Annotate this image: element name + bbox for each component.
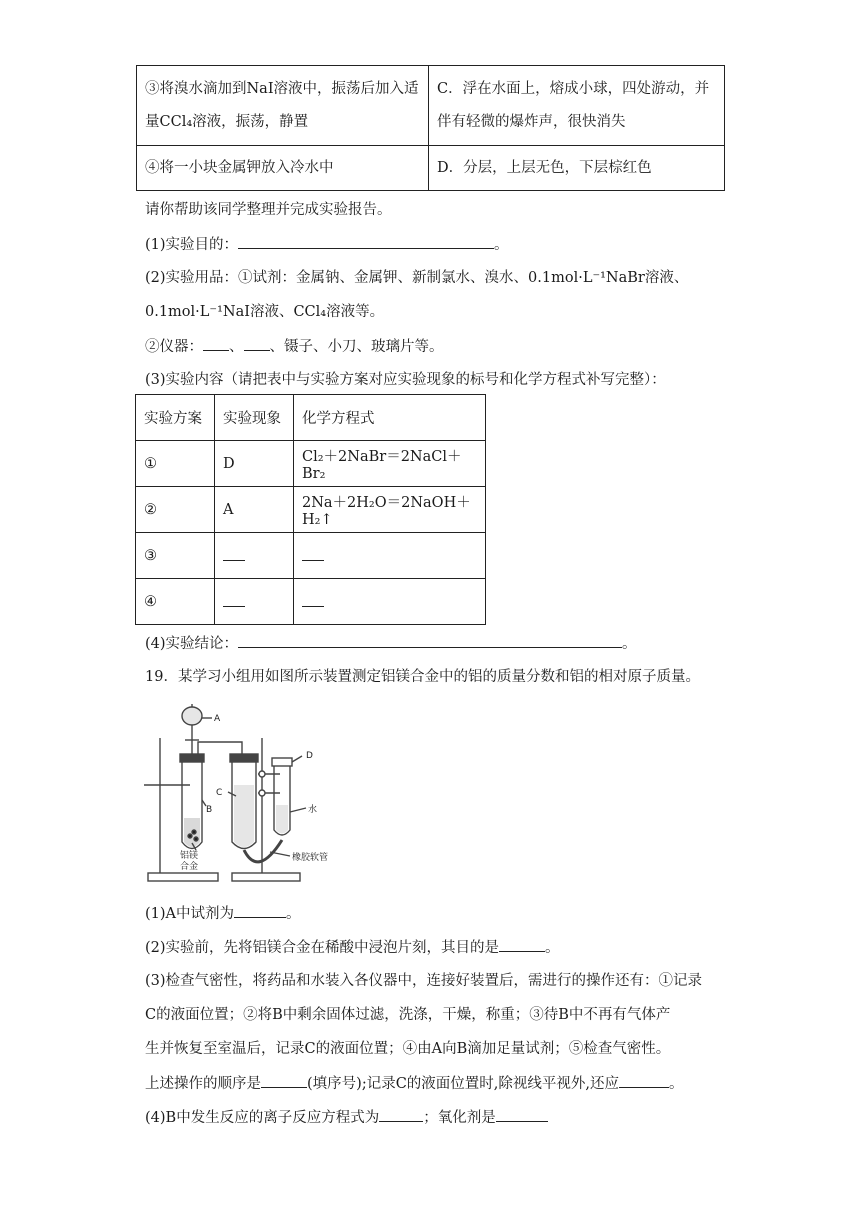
s3-text-a: 上述操作的顺序是 xyxy=(145,1076,261,1092)
sub-question-3-line-2: C的液面位置；②将B中剩余固体过滤，洗涤，干燥，称重；③待B中不再有气体产 xyxy=(145,1007,671,1023)
q4-label: (4)实验结论： xyxy=(145,636,239,652)
answer-blank xyxy=(223,592,245,607)
table-cell: A xyxy=(215,487,294,533)
s3-end: 。 xyxy=(669,1076,684,1092)
label-a: A xyxy=(214,714,221,724)
experiment-report-table xyxy=(135,394,486,625)
answer-blank xyxy=(244,336,270,351)
s2-end: 。 xyxy=(545,940,560,956)
sub-question-1 xyxy=(145,903,301,924)
table-cell xyxy=(215,579,294,625)
table-cell: ① xyxy=(136,441,215,487)
s1-text: (1)A中试剂为 xyxy=(145,906,235,922)
question-2-line-2: 0.1mol·L⁻¹NaI溶液、CCl₄溶液等。 xyxy=(145,304,385,320)
answer-blank xyxy=(619,1073,669,1088)
sub-question-3-line-1: (3)检查气密性，将药品和水装入各仪器中，连接好装置后，需进行的操作还有：①记录 xyxy=(145,973,703,989)
table-row xyxy=(136,441,486,487)
label-water: 水 xyxy=(308,805,318,815)
table-cell: ③ xyxy=(136,533,215,579)
answer-blank xyxy=(238,633,622,648)
table-cell: ② xyxy=(136,487,215,533)
sub-question-3-line-3: 生并恢复至室温后，记录C的液面位置；④由A向B滴加足量试剂；⑤检查气密性。 xyxy=(145,1041,671,1057)
label-alloy-1: 铝镁 xyxy=(180,851,199,861)
answer-blank xyxy=(302,592,324,607)
table-header: 实验现象 xyxy=(215,395,294,441)
label-d: D xyxy=(306,751,313,761)
question-3: (3)实验内容（请把表中与实验方案对应实验现象的标号和化学方程式补写完整）： xyxy=(145,372,666,388)
table-row xyxy=(136,487,486,533)
table-cell xyxy=(294,579,486,625)
table-cell: D．分层，上层无色，下层棕红色 xyxy=(429,146,725,191)
label-c: C xyxy=(216,788,223,798)
table-cell: ③将溴水滴加到NaI溶液中，振荡后加入适量CCl₄溶液，振荡，静置 xyxy=(137,66,429,146)
label-alloy-2: 合金 xyxy=(180,862,199,872)
s3-text-b: (填序号);记录C的液面位置时,除视线平视外,还应 xyxy=(307,1076,620,1092)
table-row xyxy=(137,146,725,191)
intro-text: 请你帮助该同学整理并完成实验报告。 xyxy=(145,202,392,218)
answer-blank xyxy=(223,546,245,561)
table-row xyxy=(136,533,486,579)
q1-label: (1)实验目的： xyxy=(145,237,239,253)
question-1 xyxy=(145,234,509,255)
table-row xyxy=(136,579,486,625)
answer-blank xyxy=(379,1107,423,1122)
problem-19: 19．某学习小组用如图所示装置测定铝镁合金中的铝的质量分数和铝的相对原子质量。 xyxy=(145,669,700,685)
question-4 xyxy=(145,633,637,654)
answer-blank xyxy=(496,1107,548,1122)
table-cell: C．浮在水面上，熔成小球，四处游动，并伴有轻微的爆炸声，很快消失 xyxy=(429,66,725,146)
table-row xyxy=(137,66,725,146)
table-cell xyxy=(215,533,294,579)
table-cell: ④ xyxy=(136,579,215,625)
answer-blank xyxy=(302,546,324,561)
answer-blank xyxy=(234,903,286,918)
table-cell: 2Na＋2H₂O＝2NaOH＋H₂↑ xyxy=(294,487,486,533)
table-header: 化学方程式 xyxy=(294,395,486,441)
q2-inst-rest: 、镊子、小刀、玻璃片等。 xyxy=(269,339,444,355)
s4-text-a: (4)B中发生反应的离子反应方程式为 xyxy=(145,1110,380,1126)
question-2-instruments xyxy=(145,336,444,357)
answer-blank xyxy=(499,937,545,952)
q1-end: 。 xyxy=(494,237,509,253)
table-cell: ④将一小块金属钾放入冷水中 xyxy=(137,146,429,191)
table-header: 实验方案 xyxy=(136,395,215,441)
s4-text-b: ；氧化剂是 xyxy=(423,1110,496,1126)
s2-text: (2)实验前，先将铝镁合金在稀酸中浸泡片刻，其目的是 xyxy=(145,940,500,956)
s1-end: 。 xyxy=(286,906,301,922)
sub-question-2 xyxy=(145,937,560,958)
q2-inst-sep: 、 xyxy=(229,339,244,355)
table-cell xyxy=(294,533,486,579)
table-cell: Cl₂＋2NaBr＝2NaCl＋Br₂ xyxy=(294,441,486,487)
answer-blank xyxy=(261,1073,307,1088)
sub-question-3-line-4 xyxy=(145,1073,684,1094)
label-b: B xyxy=(206,805,213,815)
apparatus-diagram xyxy=(140,700,370,890)
answer-blank xyxy=(238,234,494,249)
table-header-row xyxy=(136,395,486,441)
reagent-phenomenon-table xyxy=(136,65,725,191)
table-cell: D xyxy=(215,441,294,487)
q4-end: 。 xyxy=(622,636,637,652)
sub-question-4 xyxy=(145,1107,548,1128)
question-2-line-1: (2)实验用品：①试剂：金属钠、金属钾、新制氯水、溴水、0.1mol·L⁻¹NaBr溶液、 xyxy=(145,270,689,286)
answer-blank xyxy=(203,336,229,351)
label-rubber-tube: 橡胶软管 xyxy=(292,853,329,863)
q2-inst-label: ②仪器： xyxy=(145,339,203,355)
